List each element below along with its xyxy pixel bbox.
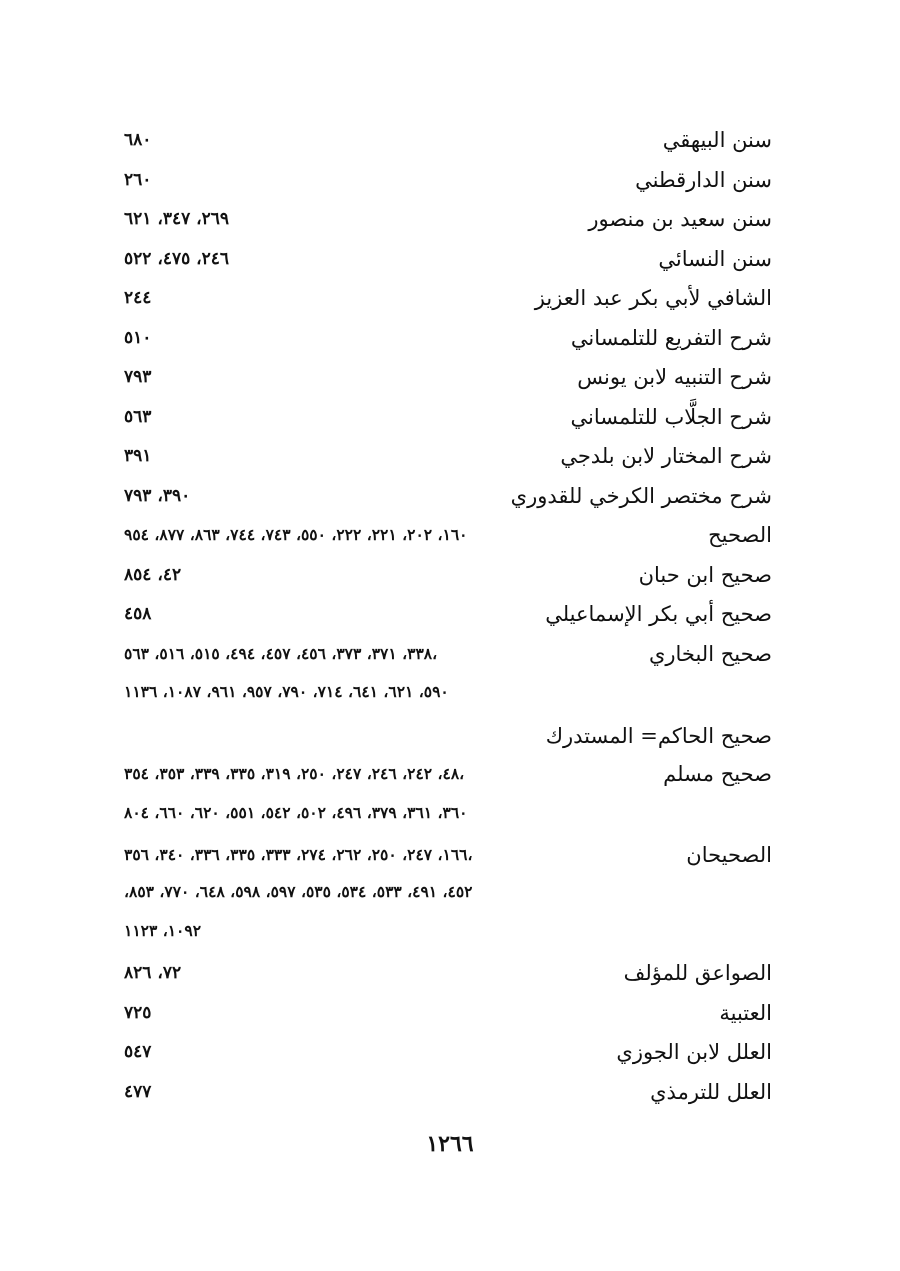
entry-pages: ٣٣٨، ٣٧١، ٣٧٣، ٤٥٦، ٤٥٧، ٤٩٤، ٥١٥، ٥١٦، ٥٦٣، [124,644,438,663]
entry-title: شرح التنبيه لابن يونس [577,365,772,389]
index-entry [124,594,772,634]
entry-title: الصواعق للمؤلف [623,961,772,985]
entry-title: صحيح الحاكم= المستدرك [545,724,772,748]
index-entry [124,199,772,239]
entry-title: شرح الجلَّاب للتلمساني [570,405,772,429]
entry-pages: ٥٤٧ [124,1042,152,1062]
entry-pages-continuation: ٤٥٢، ٤٩١، ٥٣٣، ٥٣٤، ٥٣٥، ٥٩٧، ٥٩٨، ٦٤٨، ٧٧٠، ٨٥٣، [124,882,473,901]
index-entry-continuation [124,793,772,833]
index-entry [124,953,772,993]
entry-pages: ٤٥٨ [124,604,152,624]
entry-pages: ٤٧٧ [124,1082,152,1102]
index-entry [124,835,772,875]
index-entry [124,239,772,279]
entry-pages: ٧٩٣ [124,367,152,387]
entry-pages: ٦٨٠ [124,130,152,150]
index-entry [124,120,772,160]
entry-pages: ٢٤٦، ٤٧٥، ٥٢٢ [124,249,230,269]
index-entry [124,555,772,595]
entry-title: صحيح البخاري [648,642,772,666]
entry-pages: ٧٢٥ [124,1003,152,1023]
index-entry [124,476,772,516]
entry-pages-continuation: ٣٦٠، ٣٦١، ٣٧٩، ٤٩٦، ٥٠٢، ٥٤٢، ٥٥١، ٦٢٠، ٦٦٠، ٨٠٤ [124,803,468,822]
entry-pages: ٧٢، ٨٢٦ [124,963,182,983]
index-entry [124,993,772,1033]
index-entry-continuation [124,911,772,951]
index-entry [124,1032,772,1072]
entry-pages-continuation: ٥٩٠، ٦٢١، ٦٤١، ٧١٤، ٧٩٠، ٩٥٧، ٩٦١، ١٠٨٧، ١١٣٦ [124,682,449,701]
index-entry [124,397,772,437]
entry-pages: ٤٨، ٢٤٢، ٢٤٦، ٢٤٧، ٢٥٠، ٣١٩، ٣٣٥، ٣٣٩، ٣٥٣، ٣٥٤، [124,764,465,783]
entry-pages: ١٦٦، ٢٤٧، ٢٥٠، ٢٦٢، ٢٧٤، ٣٣٣، ٣٣٥، ٣٣٦، ٣٤٠، ٣٥٦، [124,845,473,864]
index-entry [124,716,772,756]
entry-pages: ٥١٠ [124,328,152,348]
entry-pages: ٤٢، ٨٥٤ [124,565,182,585]
index-entry [124,318,772,358]
index-entry [124,515,772,555]
index-entry [124,1072,772,1112]
entry-pages: ٢٤٤ [124,288,152,308]
entry-pages: ٣٩٠، ٧٩٣ [124,486,191,506]
entry-pages: ٥٦٣ [124,407,152,427]
entry-title: صحيح ابن حبان [638,563,772,587]
index-entry [124,160,772,200]
entry-title: سنن الدارقطني [635,168,772,192]
entry-title: العلل لابن الجوزي [616,1040,772,1064]
entry-title: شرح مختصر الكرخي للقدوري [510,484,772,508]
entry-title: العتبية [719,1001,772,1025]
index-entry [124,357,772,397]
entry-pages: ٣٩١ [124,446,152,466]
entry-title: صحيح أبي بكر الإسماعيلي [545,602,772,626]
index-entry [124,754,772,794]
index-entry [124,634,772,674]
entry-title: سنن النسائي [658,247,772,271]
page-number: ١٢٦٦ [426,1131,474,1157]
entry-pages: ٢٦٩، ٣٤٧، ٦٢١ [124,209,230,229]
entry-pages-continuation: ١٠٩٢، ١١٢٣ [124,921,202,940]
index-entry-continuation [124,872,772,912]
entry-title: شرح التفريع للتلمساني [570,326,772,350]
entry-title: الصحيحان [686,843,772,867]
entry-title: الشافي لأبي بكر عبد العزيز [534,286,772,310]
entry-title: شرح المختار لابن بلدجي [560,444,772,468]
index-entry-continuation [124,672,772,712]
entry-title: العلل للترمذي [650,1080,772,1104]
entry-pages: ٢٦٠ [124,170,152,190]
entry-pages: ١٦٠، ٢٠٢، ٢٢١، ٢٢٢، ٥٥٠، ٧٤٣، ٧٤٤، ٨٦٣، ٨٧٧، ٩٥٤ [124,525,468,544]
entry-title: سنن البيهقي [662,128,772,152]
index-entry [124,278,772,318]
entry-title: الصحيح [708,523,772,547]
entry-title: سنن سعيد بن منصور [588,207,772,231]
entry-title: صحيح مسلم [663,762,772,786]
index-entry [124,436,772,476]
